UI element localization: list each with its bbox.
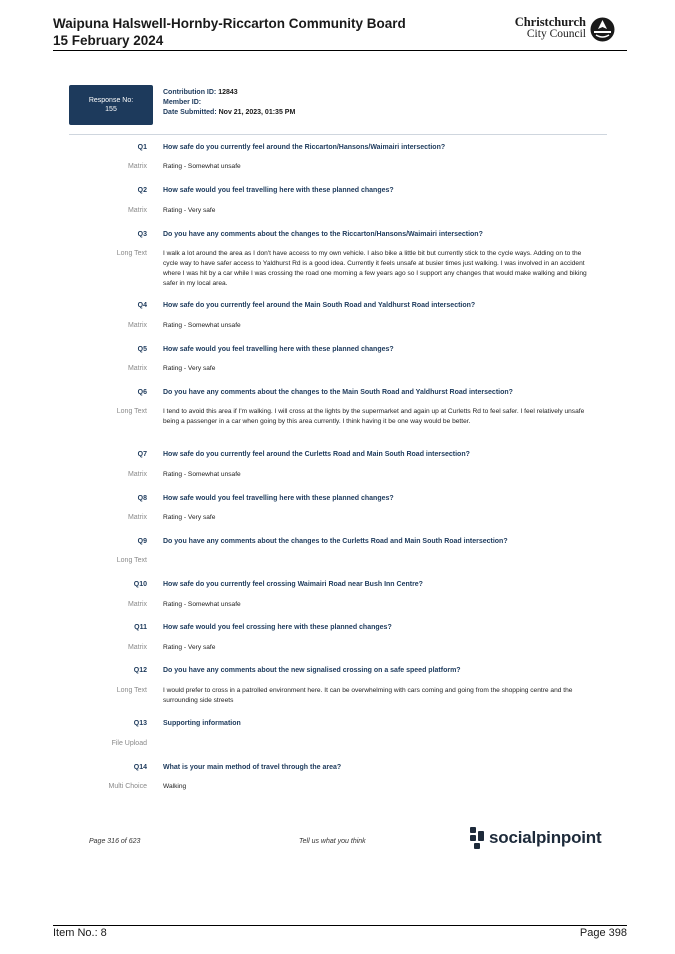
question-number: Q8 [137, 495, 147, 502]
answer-text: Rating - Very safe [163, 365, 216, 372]
question-number: Q11 [134, 624, 147, 631]
question-text: How safe do you currently feel around the Riccarton/Hansons/Waimairi intersection? [163, 144, 446, 151]
response-meta [163, 88, 295, 118]
question-number: Q9 [137, 538, 147, 545]
answer-text: Rating - Somewhat unsafe [163, 471, 241, 478]
question-text: How safe do you currently feel around the Curletts Road and Main South Road intersection? [163, 451, 470, 458]
answer-type: Matrix [127, 644, 147, 651]
answer-text: Rating - Somewhat unsafe [163, 322, 241, 329]
logo-line2: City Council [526, 28, 586, 40]
item-number: Item No.: 8 [53, 927, 107, 939]
answer-type: Matrix [127, 322, 147, 329]
response-label: Response No: [88, 97, 134, 104]
answer-type: Matrix [127, 471, 147, 478]
question-text: How safe would you feel travelling here with these planned changes? [163, 346, 394, 353]
answer-type: File Upload [111, 740, 147, 747]
question-text: Supporting information [163, 720, 241, 727]
header-divider [53, 50, 627, 51]
answer-text: I would prefer to cross in a patrolled environment here. It can be overwhelming with cars coming and going from the shopping centre and the surrounding side streets [163, 687, 573, 704]
answer-type: Matrix [127, 365, 147, 372]
question-text: Do you have any comments about the changes to the Curletts Road and Main South Road intersection? [163, 538, 508, 545]
question-text: Do you have any comments about the new signalised crossing on a safe speed platform? [163, 667, 461, 674]
response-number-badge [69, 85, 153, 125]
question-number: Q7 [137, 451, 147, 458]
question-number: Q14 [133, 764, 147, 771]
question-number: Q12 [133, 667, 147, 674]
council-logo [512, 16, 617, 44]
pinpoint-icon [470, 827, 484, 849]
logo-line1: Christchurch [514, 15, 586, 29]
question-text: How safe would you feel travelling here with these planned changes? [163, 187, 394, 194]
response-value: 155 [105, 106, 117, 113]
answer-type: Long Text [116, 687, 147, 694]
date-label: Date Submitted: [163, 109, 217, 116]
council-crest-icon [590, 17, 615, 42]
brand-name: socialpinpoint [489, 828, 602, 847]
question-text: How safe do you currently feel around the Main South Road and Yaldhurst Road intersection? [163, 302, 476, 309]
answer-text: Rating - Very safe [163, 514, 216, 521]
question-number: Q2 [137, 187, 147, 194]
contribution-label: Contribution ID: [163, 89, 217, 96]
question-number: Q3 [137, 231, 147, 238]
member-label: Member ID: [163, 99, 202, 106]
question-text: How safe do you currently feel crossing Waimairi Road near Bush Inn Centre? [163, 581, 423, 588]
date-value: Nov 21, 2023, 01:35 PM [218, 109, 296, 116]
answer-text: I walk a lot around the area as I don't have access to my own vehicle. I also bike a little bit but currently stick to the cycle ways. Adding on to the cycle way to have safer access to Yaldhurst Rd is a good idea. Currently it feels unsafe at busier times just walking. I was involved in an accident where I was hit by a car while I was crossing the road one morning a few years ago so I support any changes that would make walking and biking safer in my local area. [163, 250, 587, 287]
answer-type: Matrix [127, 514, 147, 521]
question-text: Do you have any comments about the changes to the Main South Road and Yaldhurst Road intersection? [163, 389, 513, 396]
answer-type: Matrix [127, 207, 147, 214]
answer-type: Multi Choice [108, 783, 147, 790]
answer-type: Long Text [116, 408, 147, 415]
question-text: How safe would you feel travelling here with these planned changes? [163, 495, 394, 502]
answer-text: Walking [163, 783, 187, 790]
socialpinpoint-logo [470, 827, 601, 849]
meta-divider [69, 134, 607, 135]
report-tagline: Tell us what you think [299, 838, 366, 845]
answer-type: Long Text [116, 250, 147, 257]
report-page-number: Page 316 of 623 [89, 838, 141, 845]
answer-text: Rating - Somewhat unsafe [163, 163, 241, 170]
page-number: Page 398 [579, 927, 627, 939]
answer-type: Long Text [116, 557, 147, 564]
answer-text: Rating - Very safe [163, 644, 216, 651]
board-name: Waipuna Halswell-Hornby-Riccarton Community Board [53, 16, 406, 31]
question-number: Q10 [133, 581, 147, 588]
question-number: Q6 [137, 389, 147, 396]
document-title [53, 15, 406, 49]
question-text: How safe would you feel crossing here with these planned changes? [163, 624, 392, 631]
question-number: Q5 [137, 346, 147, 353]
answer-type: Matrix [127, 601, 147, 608]
answer-text: Rating - Very safe [163, 207, 216, 214]
footer-divider [53, 925, 627, 926]
question-text: What is your main method of travel through the area? [163, 764, 342, 771]
question-number: Q4 [137, 302, 147, 309]
question-text: Do you have any comments about the changes to the Riccarton/Hansons/Waimairi intersection? [163, 231, 483, 238]
answer-type: Matrix [127, 163, 147, 170]
question-number: Q13 [133, 720, 147, 727]
answer-text: I tend to avoid this area if I'm walking. I will cross at the lights by the supermarket and again up at Curletts Rd to feel safer. I feel relatively unsafe being a passenger in a car when going by this area currently. I think having it be one way would be better. [163, 408, 585, 425]
question-number: Q1 [137, 144, 147, 151]
contribution-value: 12843 [218, 89, 238, 96]
answer-text: Rating - Somewhat unsafe [163, 601, 241, 608]
meeting-date: 15 February 2024 [53, 33, 164, 48]
